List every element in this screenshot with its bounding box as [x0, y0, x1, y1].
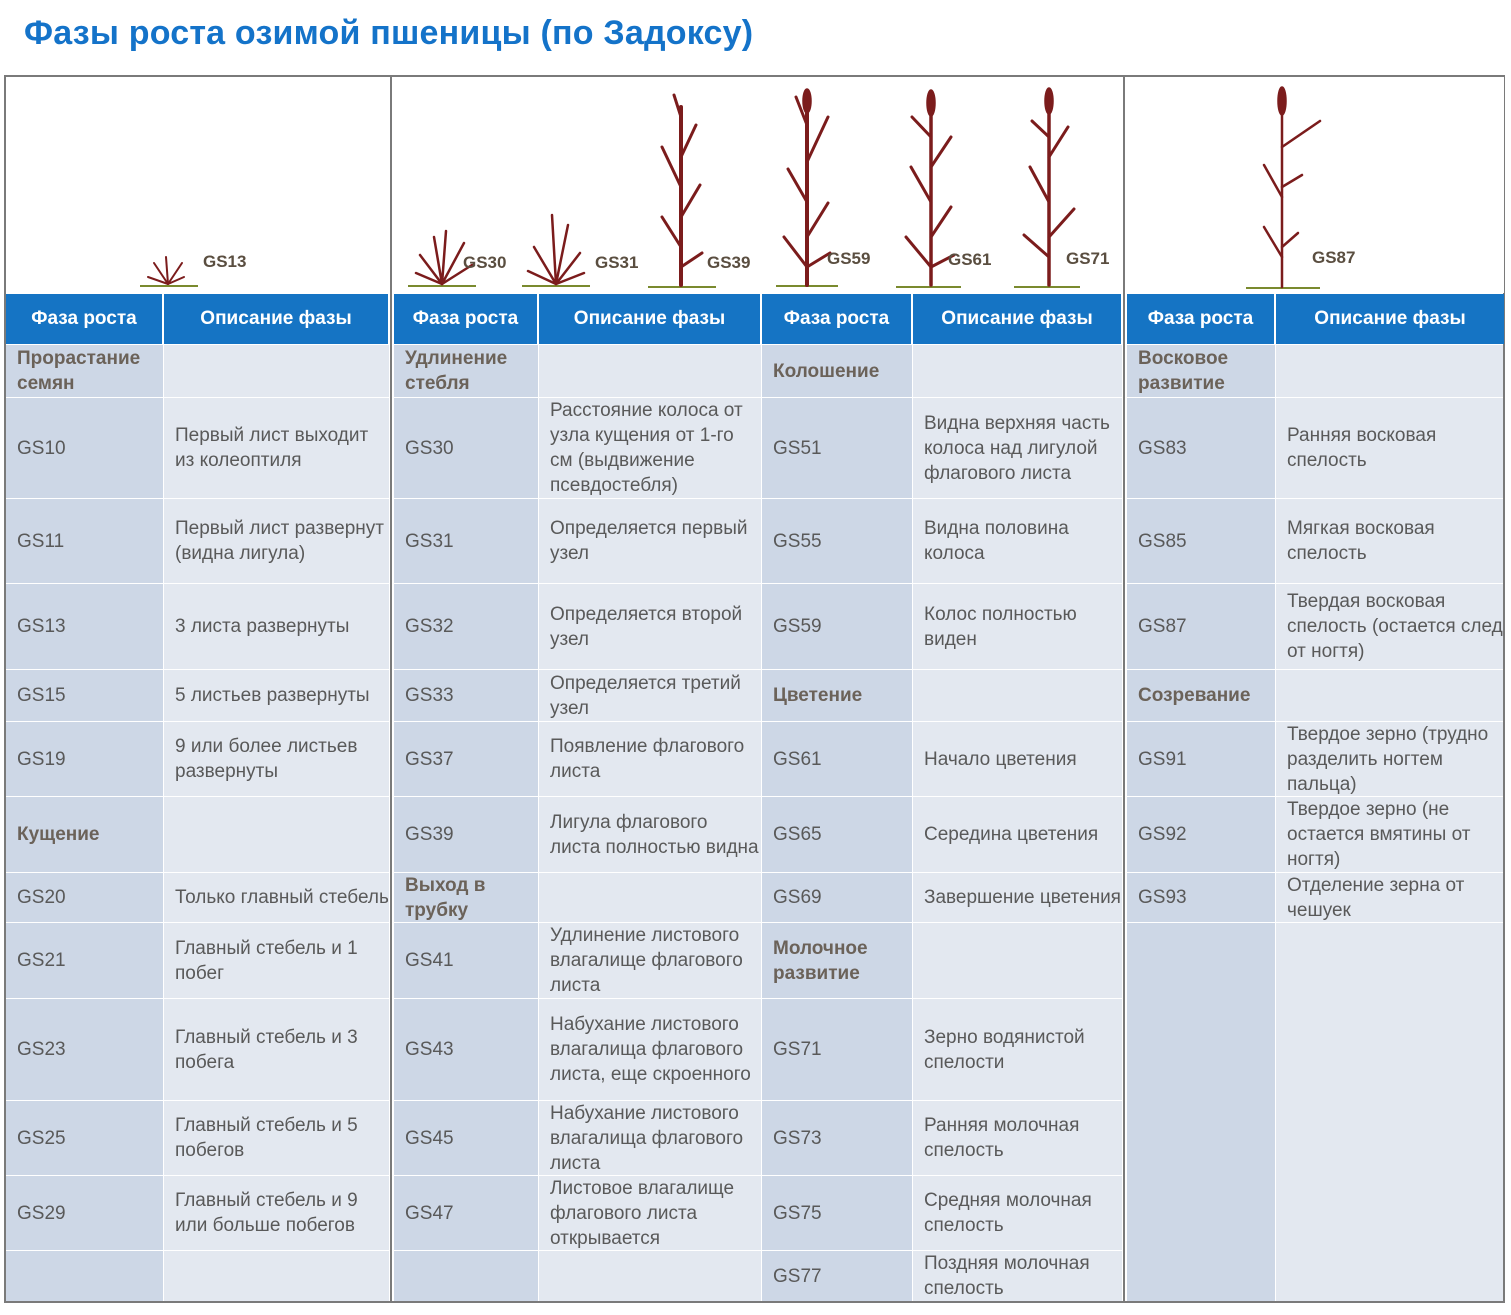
stage-code: GS13 [6, 584, 163, 669]
stage-description: Главный стебель и 3 побега [164, 999, 389, 1100]
stage-code: GS37 [394, 722, 538, 796]
phase-header: Фаза роста [762, 294, 913, 344]
section-title: Выход в трубку [394, 873, 538, 922]
stage-description: Начало цветения [913, 722, 1122, 796]
plant-gs61-icon [906, 92, 954, 285]
stage-description: Середина цветения [913, 797, 1122, 872]
stage-description: Твердое зерно (не остается вмятины от ногтя) [1276, 797, 1503, 872]
stage-description [913, 345, 1122, 397]
description-header: Описание фазы [913, 294, 1123, 344]
stage-description [164, 797, 389, 872]
stage-label: GS13 [203, 252, 247, 271]
stage-description [164, 345, 389, 397]
stage-code: GS10 [6, 398, 163, 498]
stage-code: GS73 [762, 1101, 912, 1175]
stage-code: GS59 [762, 584, 912, 669]
plant-gs39-icon [662, 95, 702, 285]
stage-code: GS29 [6, 1176, 163, 1250]
stage-description: Видна половина колоса [913, 499, 1122, 583]
phase-header: Фаза роста [6, 294, 164, 344]
stage-code: GS25 [6, 1101, 163, 1175]
stage-code: GS91 [1127, 722, 1275, 796]
page-title: Фазы роста озимой пшеницы (по Задоксу) [24, 14, 754, 52]
stage-description: Твердая восковая спелость (остается след от ногтя) [1276, 584, 1503, 669]
section-title: Колошение [762, 345, 912, 397]
stage-description: Первый лист выходит из колеоптиля [164, 398, 389, 498]
stage-description [1276, 923, 1503, 1301]
wheat-plants-drawing [6, 77, 1504, 293]
stage-description: Ранняя восковая спелость [1276, 398, 1503, 498]
stage-code [394, 1251, 538, 1301]
stage-description: Видна верхняя часть колоса над лигулой флагового листа [913, 398, 1122, 498]
stage-description: Средняя молочная спелость [913, 1176, 1122, 1250]
description-header: Описание фазы [1276, 294, 1504, 344]
stage-description: Определяется первый узел [539, 499, 761, 583]
stage-description: Ранняя молочная спелость [913, 1101, 1122, 1175]
phase-header: Фаза роста [394, 294, 539, 344]
stage-code: GS83 [1127, 398, 1275, 498]
stage-label: GS61 [948, 250, 992, 269]
stage-description: Главный стебель и 1 побег [164, 923, 389, 998]
plant-gs31-icon [528, 215, 584, 284]
column-divider [1123, 75, 1125, 1303]
stage-description: Твердое зерно (трудно разделить ногтем пальца) [1276, 722, 1503, 796]
stage-label: GS71 [1066, 249, 1110, 268]
stage-description: Главный стебель и 5 побегов [164, 1101, 389, 1175]
stage-code: GS47 [394, 1176, 538, 1250]
ear-icon [927, 90, 935, 116]
section-title: Прорастание семян [6, 345, 163, 397]
stage-label: GS31 [595, 253, 639, 272]
stage-code: GS23 [6, 999, 163, 1100]
ear-icon [803, 89, 811, 113]
stage-description: Главный стебель и 9 или больше побегов [164, 1176, 389, 1250]
stage-description: Определяется второй узел [539, 584, 761, 669]
stage-description: Колос полностью виден [913, 584, 1122, 669]
stage-description [913, 923, 1122, 998]
stage-code: GS39 [394, 797, 538, 872]
stage-code: GS21 [6, 923, 163, 998]
stage-code: GS85 [1127, 499, 1275, 583]
growth-stage-illustrations [6, 77, 1504, 293]
stage-code: GS31 [394, 499, 538, 583]
section-title: Молочное развитие [762, 923, 912, 998]
stage-description [1276, 670, 1503, 721]
phase-header: Фаза роста [1127, 294, 1276, 344]
stage-description: 3 листа развернуты [164, 584, 389, 669]
stage-code: GS93 [1127, 873, 1275, 922]
stage-description: Поздняя молочная спелость [913, 1251, 1122, 1301]
stage-description [164, 1251, 389, 1301]
stage-label: GS87 [1312, 248, 1356, 267]
stage-description: 9 или более листьев развернуты [164, 722, 389, 796]
stage-description: Набухание листового влагалища флагового листа, еще скроенного [539, 999, 761, 1100]
stage-code: GS30 [394, 398, 538, 498]
section-title: Восковое развитие [1127, 345, 1275, 397]
section-title: Удлинение стебля [394, 345, 538, 397]
stage-label: GS30 [463, 253, 507, 272]
stage-description: Листовое влагалище флагового листа открывается [539, 1176, 761, 1250]
description-header: Описание фазы [164, 294, 390, 344]
stage-code: GS55 [762, 499, 912, 583]
ear-icon [1278, 87, 1286, 115]
stage-code: GS15 [6, 670, 163, 721]
stage-code: GS61 [762, 722, 912, 796]
plant-gs59-icon [784, 92, 830, 285]
section-title: Цветение [762, 670, 912, 721]
stage-code: GS69 [762, 873, 912, 922]
stage-description: Зерно водянистой спелости [913, 999, 1122, 1100]
stage-description: 5 листьев развернуты [164, 670, 389, 721]
stage-label: GS59 [827, 249, 871, 268]
stage-description: Определяется третий узел [539, 670, 761, 721]
stage-code: GS45 [394, 1101, 538, 1175]
stage-code: GS51 [762, 398, 912, 498]
stage-description: Набухание листового влагалища флагового листа [539, 1101, 761, 1175]
stage-description: Первый лист развернут (видна лигула) [164, 499, 389, 583]
stage-description [539, 345, 761, 397]
stage-description: Отделение зерна от чешуек [1276, 873, 1503, 922]
stage-code [6, 1251, 163, 1301]
stage-code: GS71 [762, 999, 912, 1100]
stage-description: Завершение цветения [913, 873, 1122, 922]
stage-code: GS33 [394, 670, 538, 721]
ear-icon [1045, 88, 1053, 114]
stage-description: Лигула флагового листа полностью видна [539, 797, 761, 872]
stage-code: GS11 [6, 499, 163, 583]
stage-code: GS75 [762, 1176, 912, 1250]
stage-code: GS32 [394, 584, 538, 669]
stage-description [1276, 345, 1503, 397]
stage-description [539, 1251, 761, 1301]
stage-description: Появление флагового листа [539, 722, 761, 796]
stage-description: Удлинение листового влагалище флагового листа [539, 923, 761, 998]
stage-code: GS19 [6, 722, 163, 796]
stage-code: GS20 [6, 873, 163, 922]
stage-description: Расстояние колоса от узла кущения от 1-го см (выдвижение псевдостебля) [539, 398, 761, 498]
stage-description [913, 670, 1122, 721]
plant-gs13-icon [148, 257, 184, 284]
stage-code: GS92 [1127, 797, 1275, 872]
section-title: Кущение [6, 797, 163, 872]
stage-description: Только главный стебель [164, 873, 389, 922]
section-title: Созревание [1127, 670, 1275, 721]
stage-code: GS77 [762, 1251, 912, 1301]
stage-description: Мягкая восковая спелость [1276, 499, 1503, 583]
stage-code: GS87 [1127, 584, 1275, 669]
stage-label: GS39 [707, 253, 751, 272]
stage-code: GS43 [394, 999, 538, 1100]
stage-code: GS41 [394, 923, 538, 998]
stage-description [539, 873, 761, 922]
stage-code [1127, 923, 1275, 1301]
stage-code: GS65 [762, 797, 912, 872]
description-header: Описание фазы [539, 294, 762, 344]
column-divider [390, 75, 392, 1303]
